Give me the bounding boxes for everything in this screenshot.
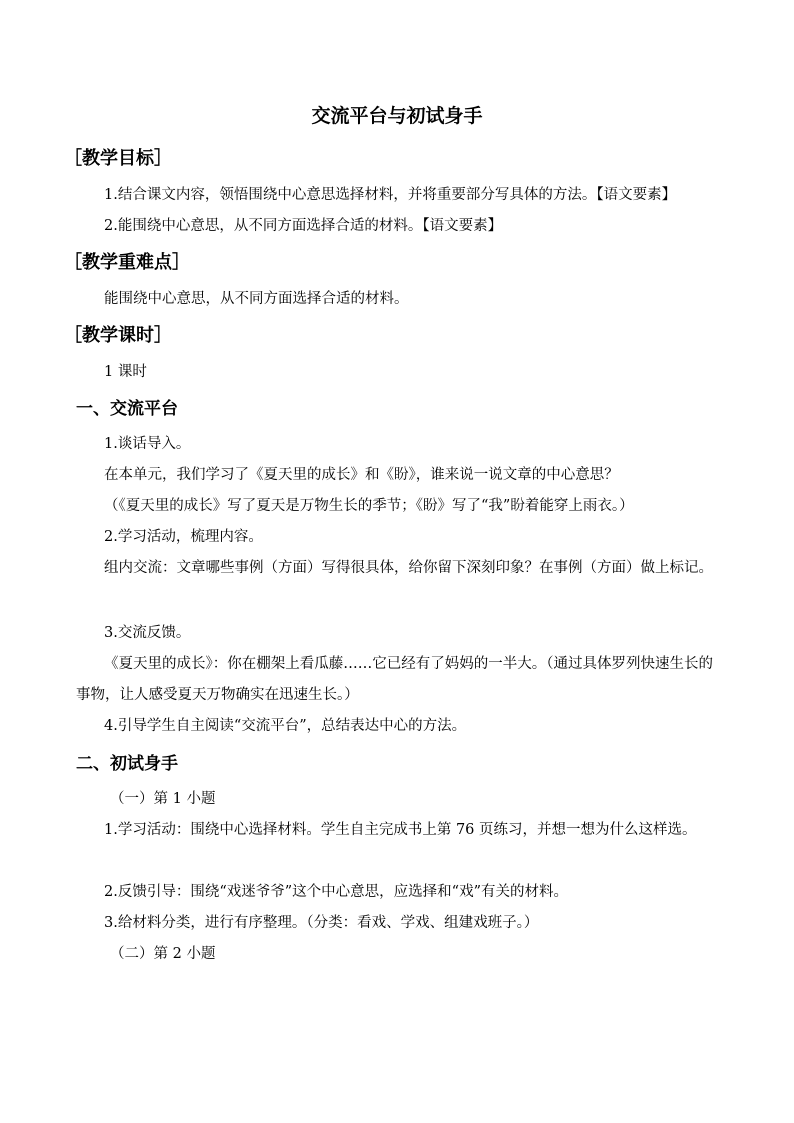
page-title: 交流平台与初试身手 xyxy=(311,105,483,127)
section-2-item-2: 2.反馈引导：围绕“戏迷爷爷”这个中心意思，应选择和“戏”有关的材料。 xyxy=(104,884,568,900)
hours-text: 1 课时 xyxy=(104,364,147,380)
key-points-heading: ［教学重难点］ xyxy=(64,252,190,273)
section-1-step-2-text: 组内交流：文章哪些事例（方面）写得很具体，给你留下深刻印象？在事例（方面）做上标记。 xyxy=(104,560,713,576)
section-2-item-1: 1.学习活动：围绕中心选择材料。学生自主完成书上第 76 页练习，并想一想为什么这样选。 xyxy=(104,822,697,838)
section-1-step-3: 3.交流反馈。 xyxy=(104,625,191,641)
section-1-heading: 一、交流平台 xyxy=(76,399,178,419)
goals-heading: ［教学目标］ xyxy=(64,148,172,169)
section-1-step-3-text: 《夏天里的成长》：你在棚架上看瓜藤……它已经有了妈妈的一半大。（通过具体罗列快速生长的事物，让人感受夏天万物确实在迅速生长。） xyxy=(76,656,713,703)
section-1-step-4: 4.引导学生自主阅读“交流平台”，总结表达中心的方法。 xyxy=(104,718,467,734)
section-2-item-3: 3.给材料分类，进行有序整理。（分类：看戏、学戏、组建戏班子。） xyxy=(104,915,539,931)
hours-heading: ［教学课时］ xyxy=(64,325,172,346)
section-2-sub-1: （一）第 1 小题 xyxy=(110,791,216,807)
key-points-text: 能围绕中心意思，从不同方面选择合适的材料。 xyxy=(104,291,409,307)
section-1-step-1-answer: （《夏天里的成长》写了夏天是万物生长的季节；《盼》写了“我”盼着能穿上雨衣。） xyxy=(104,498,634,514)
goal-item-2: 2.能围绕中心意思，从不同方面选择合适的材料。【语文要素】 xyxy=(104,218,503,234)
section-2-sub-2: （二）第 2 小题 xyxy=(110,946,216,962)
goal-item-1: 1.结合课文内容，领悟围绕中心意思选择材料，并将重要部分写具体的方法。【语文要素】 xyxy=(104,187,677,203)
section-1-step-1: 1.谈话导入。 xyxy=(104,436,191,452)
section-1-step-2: 2.学习活动，梳理内容。 xyxy=(104,529,263,545)
section-1-step-1-question: 在本单元，我们学习了《夏天里的成长》和《盼》，谁来说一说文章的中心意思？ xyxy=(104,467,619,483)
section-2-heading: 二、初试身手 xyxy=(76,754,178,774)
